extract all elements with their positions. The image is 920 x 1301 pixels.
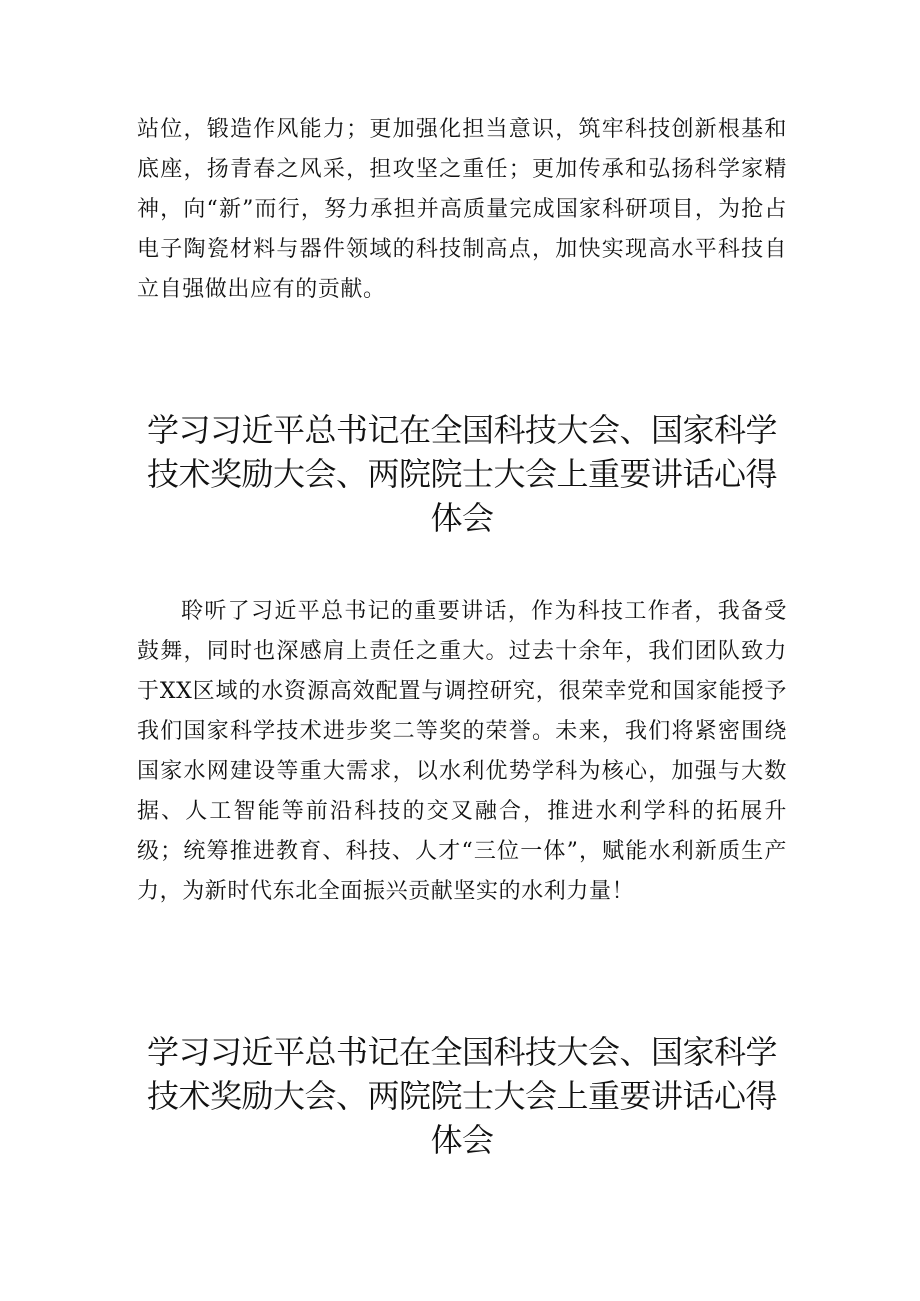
section-title-1: 学习习近平总书记在全国科技大会、国家科学技术奖励大会、两院院士大会上重要讲话心得体会 xyxy=(146,411,777,537)
continued-paragraph: 站位，锻造作风能力；更加强化担当意识，筑牢科技创新根基和底座，扬青春之风采，担攻坚之重任；更加传承和弘扬科学家精神，向“新”而行，努力承担并高质量完成国家科研项目，为抢占电子陶瓷材料与器件领域的科技制高点，加快实现高水平科技自立自强做出应有的贡献。 xyxy=(137,117,787,302)
section-body-1: 聆听了习近平总书记的重要讲话，作为科技工作者，我备受鼓舞，同时也深感肩上责任之重大。过去十余年，我们团队致力于XX区域的水资源高效配置与调控研究，很荣幸党和国家能授予我们国家科学技术进步奖二等奖的荣誉。未来，我们将紧密围绕国家水网建设等重大需求，以水利优势学科为核心，加强与大数据、人工智能等前沿科技的交叉融合，推进水利学科的拓展升级；统筹推进教育、科技、人才“三位一体”，赋能水利新质生产力，为新时代东北全面振兴贡献坚实的水利力量！ xyxy=(137,599,787,904)
section-title-2: 学习习近平总书记在全国科技大会、国家科学技术奖励大会、两院院士大会上重要讲话心得体会 xyxy=(146,1033,777,1159)
